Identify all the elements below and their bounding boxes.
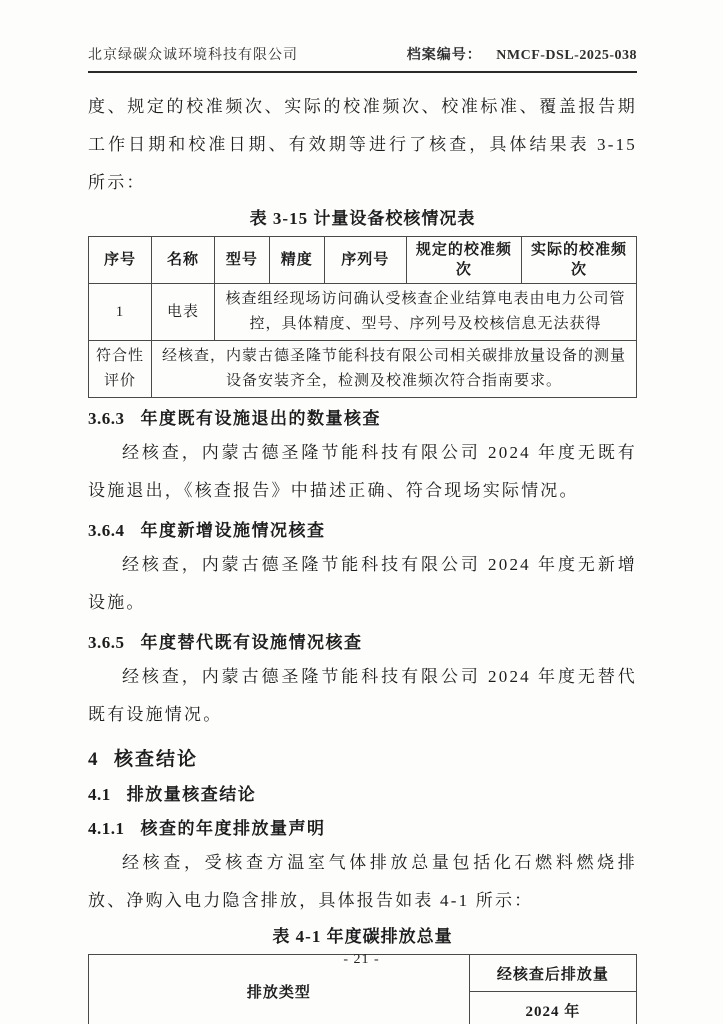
company-name: 北京绿碳众诚环境科技有限公司 (88, 48, 298, 63)
section-heading-4-1-1 (88, 816, 637, 842)
table-4-1-title: 表 4-1 年度碳排放总量 (272, 927, 453, 946)
col-header-model: 型号 (215, 237, 270, 284)
file-number-value: NMCF-DSL-2025-038 (496, 48, 637, 63)
table-3-15 (88, 236, 637, 398)
col-header-serial: 序列号 (324, 237, 406, 284)
section-title: 核查的年度排放量声明 (140, 819, 326, 838)
section-number: 3.6.4 (88, 521, 125, 540)
section-number: 3.6.3 (88, 409, 125, 428)
cell-emission-type-header: 排放类型 (89, 955, 470, 1024)
cell-verified-emission-header: 经核查后排放量 (469, 955, 636, 992)
section-title: 年度新增设施情况核查 (140, 521, 326, 540)
page-content (88, 88, 637, 1024)
table-row (89, 341, 637, 398)
section-title: 排放量核查结论 (126, 785, 257, 804)
col-header-seq: 序号 (89, 237, 152, 284)
section-heading-3-6-5 (88, 630, 637, 656)
cell-note: 核查组经现场访问确认受核查企业结算电表由电力公司管控，具体精度、型号、序列号及校核信息无法获得 (215, 284, 637, 341)
section-heading-3-6-4 (88, 518, 637, 544)
col-header-required-freq: 规定的校准频次 (406, 237, 521, 284)
chapter-number: 4 (88, 749, 98, 770)
chapter-title: 核查结论 (114, 749, 199, 770)
chapter-heading-4 (88, 746, 637, 774)
table-row (89, 284, 637, 341)
cell-conformity-label: 符合性评价 (89, 341, 152, 398)
col-header-precision: 精度 (269, 237, 324, 284)
col-header-actual-freq: 实际的校准频次 (521, 237, 636, 284)
section-number: 4.1 (88, 785, 111, 804)
table-3-15-header-row (89, 237, 637, 284)
file-number-group (407, 44, 637, 64)
section-body-3-6-3: 经核查，内蒙古德圣隆节能科技有限公司 2024 年度无既有设施退出，《核查报告》中描述正确、符合现场实际情况。 (88, 443, 637, 500)
intro-paragraph: 度、规定的校准频次、实际的校准频次、校准标准、覆盖报告期工作日期和校准日期、有效期等进行了核查，具体结果表 3-15 所示： (88, 97, 637, 192)
page-footer (0, 952, 723, 968)
file-number-label: 档案编号： (406, 48, 482, 63)
page-number: - 21 - (343, 952, 380, 967)
cell-name: 电表 (152, 284, 215, 341)
table-3-15-title: 表 3-15 计量设备校核情况表 (249, 209, 476, 228)
section-title: 年度既有设施退出的数量核查 (140, 409, 381, 428)
section-title: 年度替代既有设施情况核查 (140, 633, 363, 652)
section-number: 4.1.1 (88, 819, 125, 838)
section-heading-3-6-3 (88, 406, 637, 432)
cell-seq: 1 (89, 284, 152, 341)
cell-year-header: 2024 年 (469, 992, 636, 1024)
section-number: 3.6.5 (88, 633, 125, 652)
cell-conformity-note: 经核查，内蒙古德圣隆节能科技有限公司相关碳排放量设备的测量设备安装齐全，检测及校准频次符合指南要求。 (152, 341, 637, 398)
section-body-3-6-4: 经核查，内蒙古德圣隆节能科技有限公司 2024 年度无新增设施。 (88, 555, 637, 612)
page-header (88, 44, 637, 73)
section-body-4-1-1: 经核查，受核查方温室气体排放总量包括化石燃料燃烧排放、净购入电力隐含排放，具体报告如表 4-1 所示： (88, 853, 637, 910)
col-header-name: 名称 (152, 237, 215, 284)
section-heading-4-1 (88, 782, 637, 808)
section-body-3-6-5: 经核查，内蒙古德圣隆节能科技有限公司 2024 年度无替代既有设施情况。 (88, 667, 637, 724)
